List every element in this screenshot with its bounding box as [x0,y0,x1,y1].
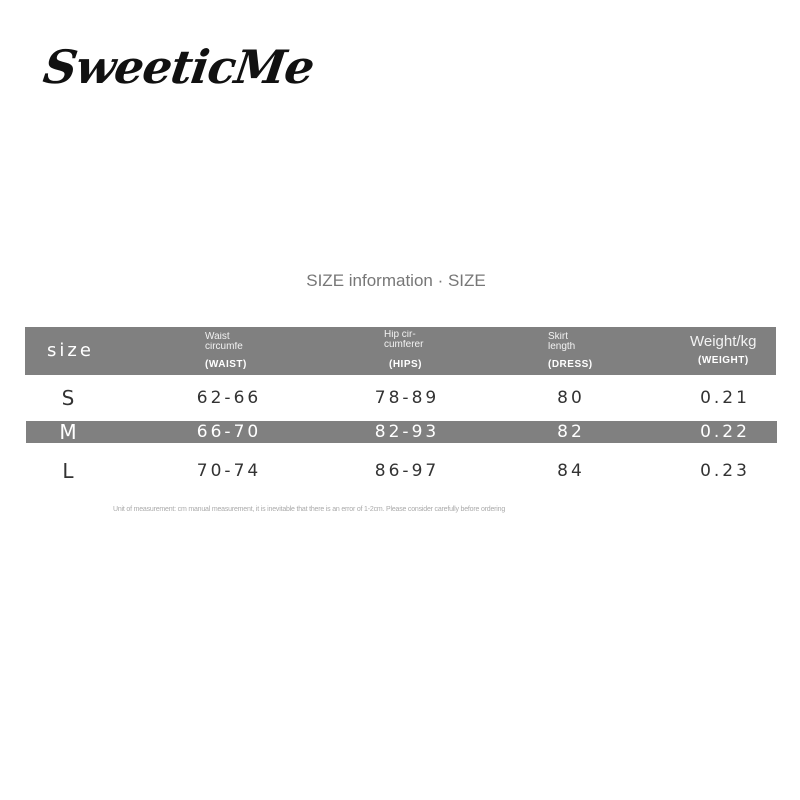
header-weight-sub: (WEIGHT) [698,355,749,366]
cell-weight: 0.23 [700,461,750,481]
cell-weight: 0.22 [700,422,750,442]
table-row [26,421,777,443]
cell-weight: 0.21 [700,388,750,408]
header-waist-sub: (WAIST) [205,359,247,370]
header-hips-sub: (HIPS) [389,359,422,370]
page-title: SIZE information · SIZE [306,271,486,290]
header-waist-line2: circumfe [205,342,243,352]
header-waist-line1: Waist [205,332,230,342]
cell-hips: 86-97 [374,461,440,481]
cell-size: M [59,420,77,444]
header-waist [205,332,249,370]
cell-waist: 62-66 [196,388,262,408]
cell-dress: 82 [557,422,585,442]
header-dress [548,332,608,370]
header-weight [690,333,756,366]
header-hips-line1: Hip cir- [384,330,416,340]
header-hips-line2: cumferer [384,340,424,350]
size-table-header [25,327,776,375]
cell-waist: 70-74 [196,461,262,481]
cell-size: S [61,386,75,410]
brand-logo: SweeticMe [40,40,318,94]
cell-size: L [62,459,74,483]
header-dress-line1: Skirt [548,332,568,342]
cell-dress: 80 [557,388,585,408]
header-weight-main: Weight/kg [690,333,757,350]
table-row [26,453,777,489]
header-dress-line2: length [548,342,576,352]
cell-dress: 84 [557,461,585,481]
header-hips [384,330,428,370]
cell-hips: 82-93 [374,422,440,442]
cell-hips: 78-89 [374,388,440,408]
cell-waist: 66-70 [196,422,262,442]
table-row [26,380,777,416]
header-dress-sub: (DRESS) [548,359,593,370]
measurement-note: Unit of measurement: cm manual measurement, it is inevitable that there is an error of 1-2cm. Please consider carefully before ordering [113,506,506,513]
header-size: size [47,340,94,361]
